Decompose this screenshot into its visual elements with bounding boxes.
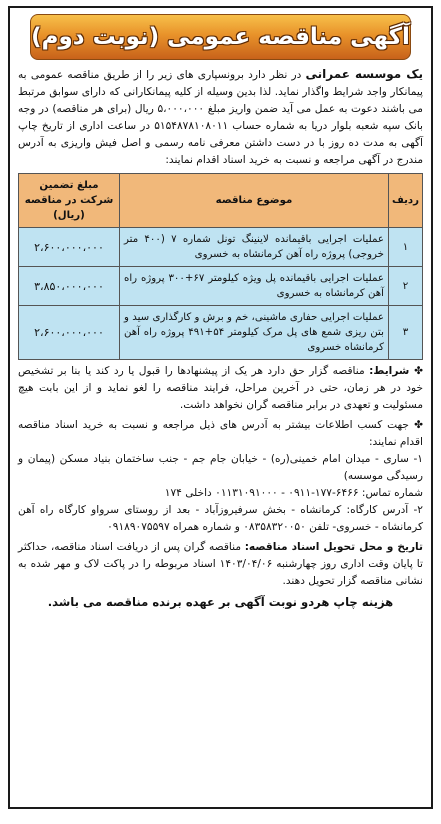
conditions-text: مناقصه گزار حق دارد هر یک از پیشنهادها را قبول یا رد کند یا بنا بر تشخیص خود در هر زمان، حتی در آخرین مراحل، فرایند مناقصه را لغو نماید و از این بابت هیچ مسئولیت و تعهدی در برابر مناقصه گران نخواهد داشت.: [18, 365, 423, 411]
phone-1: شماره تماس: ۶۴۶۶-۱۷۷-۰۹۱۱ - ۰۱۱۳۱۰۹۱۰۰۰ داخلی ۱۷۴: [164, 487, 423, 499]
info-paragraph: [18, 417, 423, 451]
conditions-paragraph: [18, 363, 423, 414]
row-amount: ۳،۸۵۰،۰۰۰،۰۰۰: [19, 267, 120, 306]
notice-body: [10, 60, 431, 611]
row-subject: عملیات اجرایی حفاری ماشینی، خم و برش و کارگذاری سید و بتن ریزی شمع های پل مرک کیلومتر ۵۴+۴۹۱ پروژه راه آهن کرمانشاه خسروی: [120, 306, 389, 360]
delivery-text: مناقصه گران پس از دریافت اسناد مناقصه، حداکثر تا پایان وقت اداری روز چهارشنبه ۱۴۰۳/۰۴/۰۶ اسناد مربوطه را در پاکت لاک و مهر شده به نشانی مناقصه گزار تحویل دهند.: [18, 541, 423, 587]
address-2: ۲- آدرس کارگاه: کرمانشاه - بخش سرفیروزآباد - بعد از روستای سرواو کارگاه راه آهن کرمانشاه - خسروی- تلفن ۰۸۳۵۸۳۲۰۰۵۰ و شماره همراه ۰۹۱۸۹۰۷۵۵۹۷: [18, 504, 423, 533]
conditions-title: شرایط:: [369, 365, 410, 377]
row-amount: ۲،۶۰۰،۰۰۰،۰۰۰: [19, 306, 120, 360]
row-subject: عملیات اجرایی باقیمانده پل ویژه کیلومتر ۶۷+۳۰۰ پروژه راه آهن کرمانشاه به خسروی: [120, 267, 389, 306]
table-header-row: [19, 174, 423, 228]
footer-note: هزینه چاپ هردو نوبت آگهی بر عهده برنده مناقصه می باشد.: [47, 595, 394, 609]
row-number: ۱: [388, 228, 422, 267]
intro-text: در نظر دارد برونسپاری های زیر را از طریق مناقصه عمومی به پیمانکار واجد شرایط واگذار نماید. لذا بدین وسیله از کلیه پیمانکارانی که دارای سوابق مرتبط می باشند دعوت به عمل می آید ضمن واریز مبلغ ۵،۰۰۰،۰۰۰ ریال (برای هر مناقصه) در وجه بانک سپه شعبه بلوار دریا به شماره حساب ۵۱۵۴۸۷۸۱۰۸۰۱۱ در ساعت اداری از تاریخ چاپ آگهی به مدت ده روز با در دست داشتن معرفی نامه رسمی و اصل فیش واریزی به آدرس مندرج در آگهی مراجعه و نسبت به خرید اسناد اقدام نمایند:: [18, 69, 424, 166]
delivery-title: تاریخ و محل تحویل اسناد مناقصه:: [244, 541, 424, 553]
tender-notice: [8, 6, 433, 809]
organization-name: یک موسسه عمرانی: [305, 67, 424, 81]
info-text: جهت کسب اطلاعات بیشتر به آدرس های ذیل مراجعه و نسبت به خرید اسناد مناقصه اقدام نمایند:: [18, 419, 423, 448]
address-1: ۱- ساری - میدان امام خمینی(ره) - خیابان جام جم - جنب ساختمان بنیاد مسکن (پیمان و رسیدگی موسسه): [18, 453, 423, 482]
bullet-icon: ✤: [408, 419, 423, 431]
delivery-paragraph: [18, 539, 423, 590]
header-row-number: ردیف: [388, 174, 422, 228]
notice-banner: [30, 14, 411, 60]
notice-title: آگهی مناقصه عمومی (نوبت دوم): [31, 24, 410, 50]
header-guarantee-amount: مبلغ تضمین شرکت در مناقصه (ریال): [19, 174, 120, 228]
intro-paragraph: [18, 66, 423, 169]
tender-table: [18, 173, 423, 360]
row-amount: ۲،۶۰۰،۰۰۰،۰۰۰: [19, 228, 120, 267]
table-row: [19, 267, 423, 306]
row-subject: عملیات اجرایی باقیمانده لاینینگ تونل شماره ۷ (۴۰۰ متر خروجی) پروژه راه آهن کرمانشاه به خسروی: [120, 228, 389, 267]
row-number: ۲: [388, 267, 422, 306]
row-number: ۳: [388, 306, 422, 360]
bullet-icon: ✤: [409, 365, 423, 377]
table-row: [19, 306, 423, 360]
table-row: [19, 228, 423, 267]
header-subject: موضوع مناقصه: [120, 174, 389, 228]
